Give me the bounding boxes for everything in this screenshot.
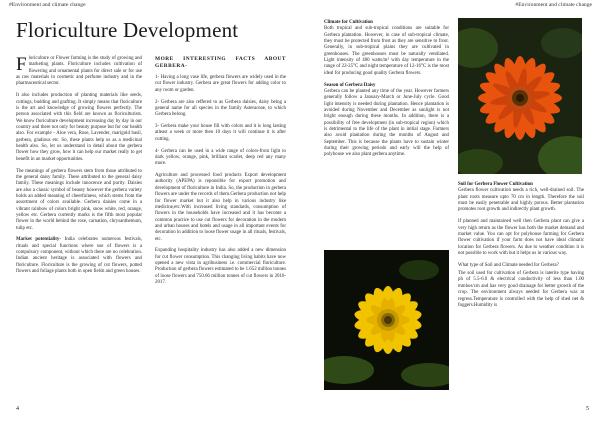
climate-heading: Climate for Cultivation xyxy=(324,20,373,25)
fact-4: 4- Gerbera can be used in a wide range of colors-from light to dark yellow, orange, pink, brilliant scarlet, deep red any many more. xyxy=(155,148,286,167)
paragraph-market xyxy=(16,237,142,275)
column-3 xyxy=(324,20,449,164)
yellow-flower-illustration xyxy=(324,250,449,390)
fact-3: 3- Gerbera make your house fill with colors and it is long lasting atleast a week or more then 10 days it will continue it is after cutting. xyxy=(155,124,286,142)
right-page xyxy=(300,0,600,424)
climate-paragraph: Both tropical and sub-tropical conditions are suitable for Gerbera plantation. However, in case of sub-tropical climate, they must be protected from frost as they are sensitive to frost. Generally, in sub-tropical plains they are cultivated in greenhouses. The greenhouses must be naturally ventilated. Light intensity of 400 watts/m² with day temperature in the range of 22-25°C and night temperature of 12-16°C is the most ideal for producing good quality Gerbera flowers. xyxy=(324,26,449,76)
fact-1: 1- Having a long vase life, gerbera flowers are widely used in the cut flower industry. Gerbera are great flowers for adding color to any room or garden. xyxy=(155,75,286,93)
paragraph-meanings: The meanings of gerbera flowers stem from those attributed to the general daisy family. These attributed to the general daisy family. These meanings include innocence and purity. Daisies are also a classic symbol of beauty however the gerbera variety holds an added meaning of cheerfulness, which stems from the assortment of colors available. Gerbera daisies come in a vibrant rainbow of colors bright pink, snow white, red, orange, yellow etc. Gerbera currently marks is the fifth most popular flower in the world behind the rose, carnation, chrysanthemum, tulip etc. xyxy=(16,168,142,231)
fact-2: 2- Gerbera are also reffered to as Gerbera daisies, daisy being a general name for all species in the family Asteraceae, to which Gerbera belong. xyxy=(155,99,286,118)
market-text: India celebrates numerous festivals, rituals and special functions where use of flowers is a compulsory component, without which there are no celebration. Indian ancient heritage is associated with flowers and floriculture. Floriculture is the growing of cut flowers, potted flowers and foliage plants both in open fields and green houses. xyxy=(16,237,142,275)
paragraph-hospitality: Expanding hospitality industry has also added a new dimension for cut flower consumption. This changing living habits have now opened a new vista in agribusiness i.e. commercial floriculture. Production of gerbera flowers estimated to be 1.652 million tonnes of loose flowers and 750.66 million tonnes of cut flowers in 2016-2017. xyxy=(155,248,286,286)
intro-paragraph xyxy=(16,56,142,88)
yellow-gerbera-photo xyxy=(324,250,449,390)
intro-text: loriculture or Flower farming is the study of growing and marketing plants. Floriculture includes cultivation of flowering and ornamental plants for direct sale or for use as raw materials in cosmetic and perfume industry and in the pharmaceutical sector. xyxy=(16,56,142,87)
orange-flower-illustration xyxy=(458,18,582,174)
facts-heading: MORE INTERESTING FACTS ABOUT GERBERA- xyxy=(155,56,286,69)
column-4 xyxy=(458,182,584,315)
page-number-right: 5 xyxy=(586,406,589,412)
soil-paragraph: Gerbera flower cultivation needs a rich, well-drained soil. The plant roots measure upto 70 cm in length. Therefore the soil must be easily penetrable and highly porous. Better plantation promotes root growth and indirectly plant growth. xyxy=(458,188,584,213)
market-lead: Market potentiality- xyxy=(16,237,61,243)
orange-gerbera-photo xyxy=(458,18,582,174)
column-1 xyxy=(16,56,142,281)
paragraph-apeda: Agriculture and processed food products Export development authority (APEPA) is reponsible for export promotion and development of floriculture in India. So, the production in gerbera flowers are under the records of them.Gerbera production not help for flower market but it also help in various industry like medicine,etc.With increased living standards, consumption of flowers in the households have increased and it has become a common practice to use cut flowers for decoration in the modern and urban houses and hotels and usage in all important events for decoration in addition to loose flower usage in all rituals, festivals, etc. xyxy=(155,173,286,242)
laterite-paragraph: The soil used for cultivation of Gerbera is laterite type having ph of 5.5-6.0 & electrical conductivity of less than 1.00 mmhos/cm and has very good drainage for better growth of the crop. The environment always needed for Gerbera was at regress.Temperature is controlled with the help of shed net & foggers.Humidity is xyxy=(458,271,584,308)
right-header-tag: #Environment and climate change xyxy=(515,2,592,8)
season-paragraph: Gerbera can be planted any time of the year. However farmers generally follow a January-March or June-July cycle. Good light intensity is needed during plantation. Hence plantation is avoided during November and December as sunlight is not bright enough during these months. In addition, there is a possibility of free development (in sub-tropical region) which is detrimental to the life of the plant in initial stage. Farmers also avoid plantation during the months of August and September. This is because the plants have to sustain winter during their growing periods and early will the help of polyhouse we also plant gerbera anytime. xyxy=(324,88,449,158)
page-number-left: 4 xyxy=(16,406,19,412)
column-2 xyxy=(155,56,286,292)
page-title: Floriculture Development xyxy=(16,18,239,42)
drop-cap: F xyxy=(16,54,27,75)
paragraph-planting-materials: It also includes production of planting materials like seeds, cuttings, budding and grafting. It simply means that floriculture is the art and knowledge of growing flowers perfectly. The person associated with this field are known as floriculturists. We know floriculture development increasing day by day in our country and there not only for beauty purpose but for our health also. For example - Aloe vera, Rose, Lavender, marigold basil, gerbera, gladious etc. So, these plants help us as a medicinal health also. So, let us understand in detail about the gerbera flower how they grow, how it can help our market really to get benefit in an market opportunities. xyxy=(16,93,142,162)
left-header-tag: #Environment and climate change xyxy=(9,2,86,8)
season-heading: Season of Gerbera Daisy xyxy=(324,82,376,88)
soil-heading: Soil for Gerbera Flower Cultivation xyxy=(458,182,533,187)
soil-climate-question: What type of Soil and Climate needed for Gerbera? xyxy=(458,262,559,268)
polyhouse-paragraph: If planned and maintained well then Gerbera plant can give a very high return as the flower has both the market demand and market value. You can opt for polyhouse farming for Gerbera flower cultivation if your farm does not have ideal climatic location for Gerbera flowers. As due to weather condition it is not possible to work with but it helps us in various way. xyxy=(458,219,584,256)
